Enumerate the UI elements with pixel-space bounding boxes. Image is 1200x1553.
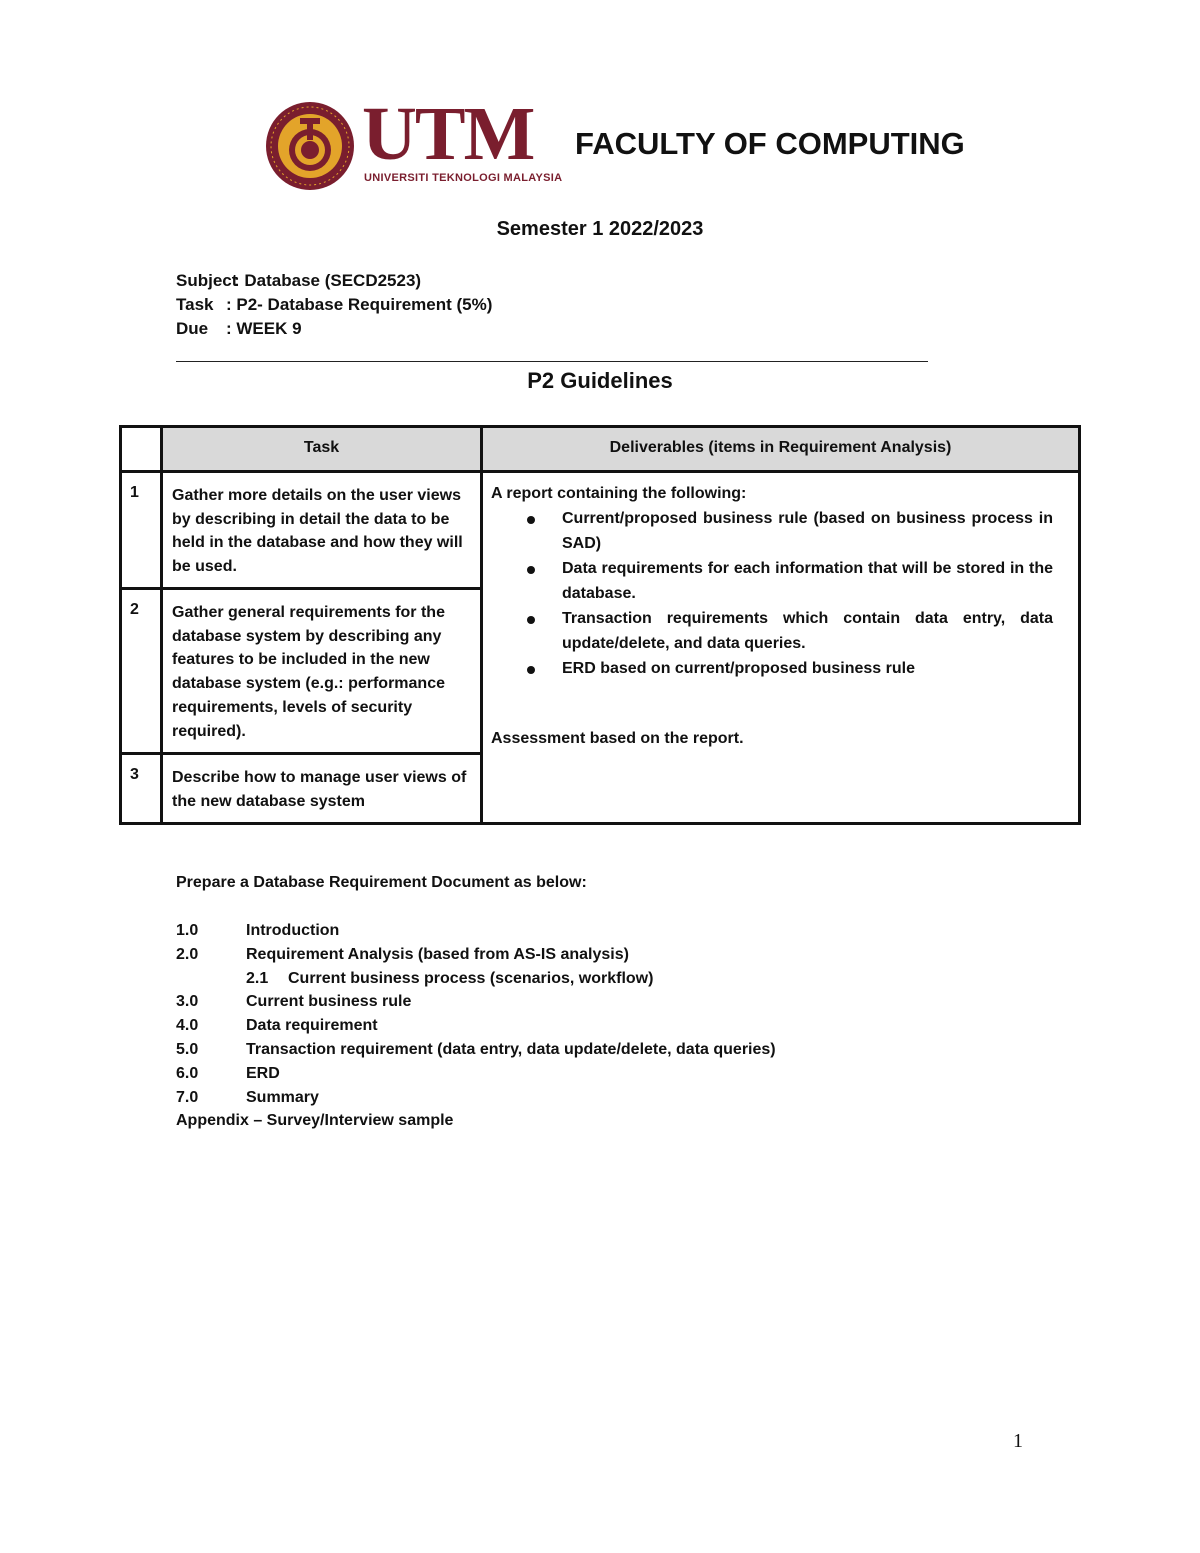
bullet-icon [527, 666, 535, 674]
subject-key: Subject [176, 271, 238, 290]
deliverables-intro: A report containing the following: [491, 485, 747, 502]
due-row [176, 317, 492, 341]
row-number: 3 [130, 766, 139, 783]
subject-value: : Database (SECD2523) [234, 271, 422, 290]
task-key: Task [176, 295, 214, 314]
list-item: Current/proposed business rule (based on business process in SAD) [491, 506, 1053, 556]
list-item: ERD based on current/proposed business rule [491, 656, 1053, 681]
task-row-3: Describe how to manage user views of the new database system [172, 769, 467, 810]
row-number: 1 [130, 484, 139, 501]
deliverables-cell [491, 482, 1053, 681]
guidelines-title: P2 Guidelines [527, 368, 673, 393]
task-row [176, 293, 492, 317]
list-item: Transaction requirements which contain data entry, data update/delete, and data queries. [491, 606, 1053, 656]
header-task: Task [303, 439, 340, 456]
faculty-title: FACULTY OF COMPUTING [575, 126, 965, 161]
header-deliverables: Deliverables (items in Requirement Analysis) [609, 439, 952, 456]
document-header [264, 92, 965, 192]
due-value: : WEEK 9 [226, 319, 302, 338]
task-row-1: Gather more details on the user views by describing in detail the data to be held in the database and how they will be used. [172, 487, 463, 576]
task-row-2: Gather general requirements for the database system by describing any features to be included in the new database system (e.g.: performance requirements, levels of security required). [172, 604, 445, 740]
utm-wordmark: UTM [362, 92, 534, 176]
list-item: Data requirements for each information that will be stored in the database. [491, 556, 1053, 606]
utm-crest-icon [264, 100, 356, 192]
deliverables-list [491, 506, 1053, 681]
page-number: 1 [1013, 1430, 1023, 1452]
bullet-icon [527, 616, 535, 624]
bullet-icon [527, 516, 535, 524]
assessment-note: Assessment based on the report. [491, 730, 744, 747]
semester-heading: Semester 1 2022/2023 [496, 218, 704, 240]
horizontal-rule [176, 361, 928, 362]
guidelines-table [119, 425, 1081, 825]
task-value: : P2- Database Requirement (5%) [226, 295, 493, 314]
subject-row [176, 269, 492, 293]
utm-logo [264, 92, 563, 192]
row-number: 2 [130, 601, 139, 618]
assignment-meta [176, 269, 492, 341]
bullet-icon [527, 566, 535, 574]
prepare-instruction: Prepare a Database Requirement Document as below: [176, 874, 587, 891]
utm-subtext: UNIVERSITI TEKNOLOGI MALAYSIA [364, 172, 563, 184]
due-key: Due [176, 319, 209, 338]
